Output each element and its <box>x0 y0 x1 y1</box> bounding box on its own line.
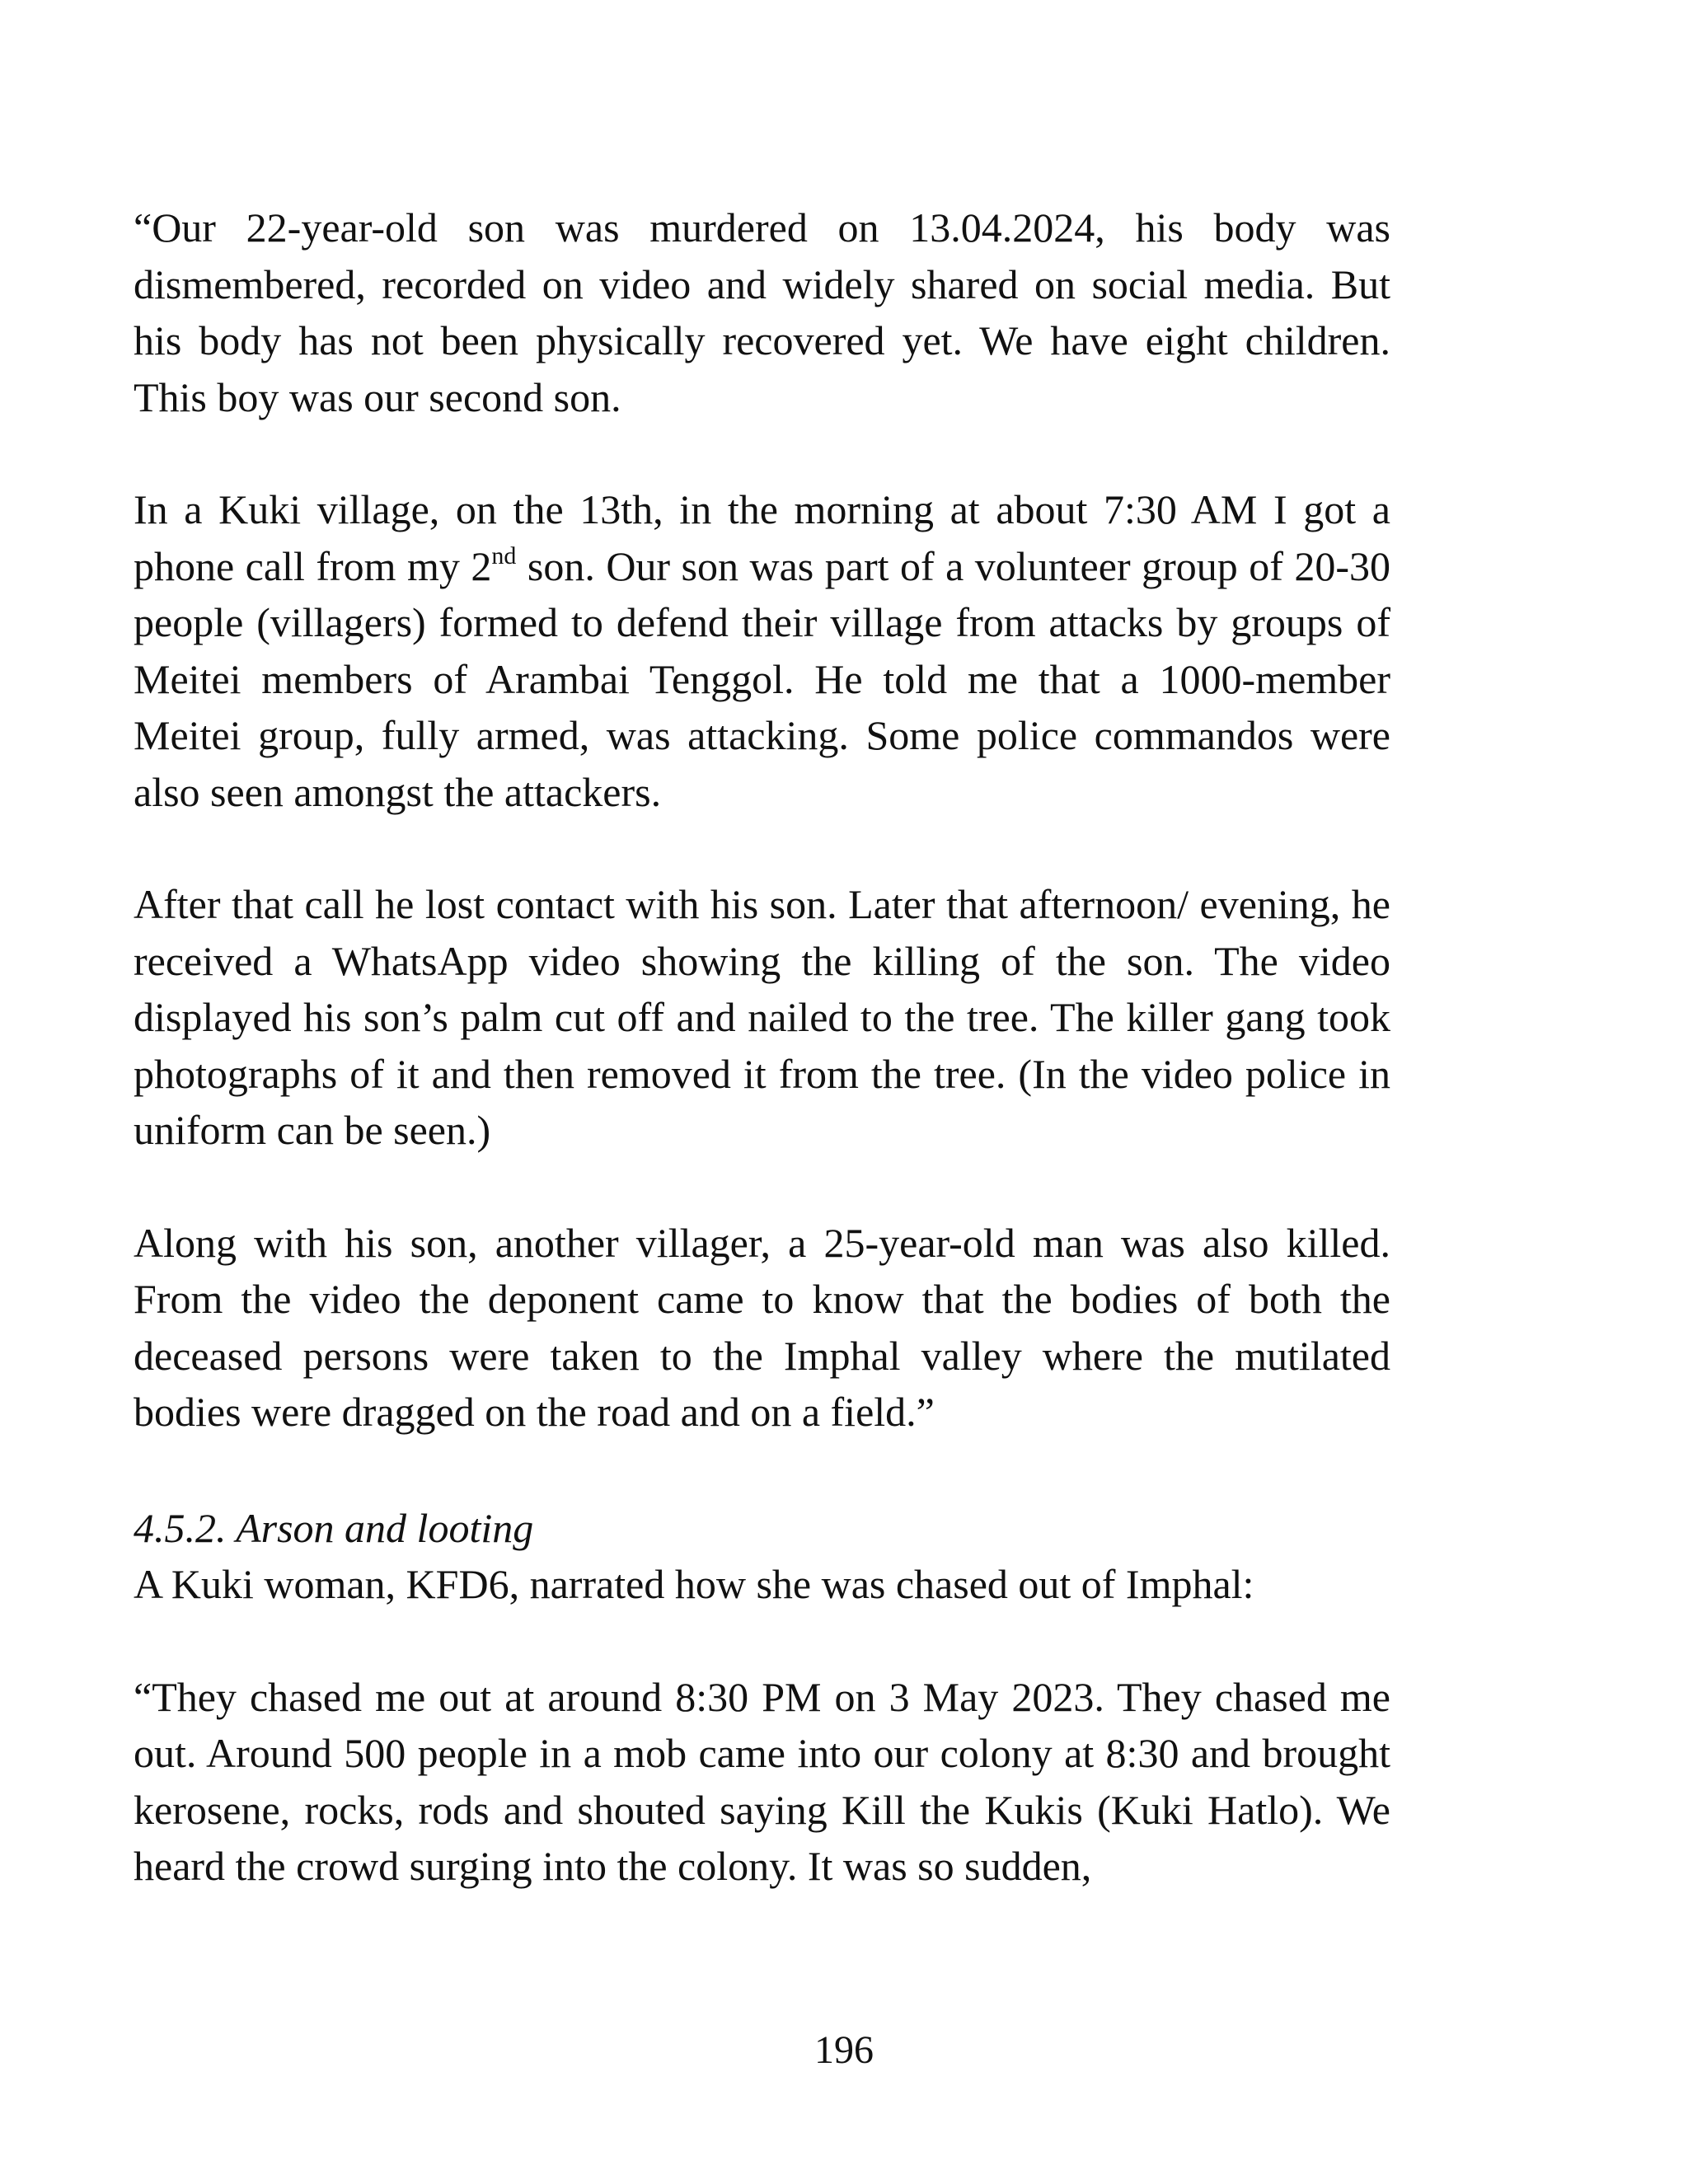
paragraph-testimony-chased-out: “They chased me out at around 8:30 PM on 3 May 2023. They chased me out. Around 500 people in a mob came into our colony at 8:30 and brought kerosene, rocks, rods and shouted saying Kill the Kukis (Kuki Hatlo). We heard the crowd surging into the colony. It was so sudden, <box>134 1673 1390 1889</box>
paragraph-spacer <box>134 820 1390 876</box>
page-body <box>134 199 1390 1895</box>
page-number: 196 <box>814 2028 874 2072</box>
paragraph-spacer <box>134 1159 1390 1215</box>
paragraph-phone-call-text-start: In a Kuki village, on the 13th, in the morning at about 7:30 AM I got a phone call from my 2 <box>134 486 1390 589</box>
paragraph-spacer <box>134 425 1390 481</box>
paragraph-whatsapp-video: After that call he lost contact with his son. Later that afternoon/ evening, he received a WhatsApp video showing the killing of the son. The video displayed his son’s palm cut off and nailed to the tree. The killer gang took photographs of it and then removed it from the tree. (In the video police in uniform can be seen.) <box>134 881 1390 1153</box>
section-heading: 4.5.2. Arson and looting <box>134 1504 534 1551</box>
paragraph-second-victim: Along with his son, another villager, a 25-year-old man was also killed. From the video the deponent came to know that the bodies of both the deceased persons were taken to the Imphal valley where the mutilated bodies were dragged on the road and on a field.” <box>134 1219 1390 1435</box>
paragraph-phone-call-text-end: son. Our son was part of a volunteer group of 20-30 people (villagers) formed to defend their village from attacks by groups of Meitei members of Arambai Tenggol. He told me that a 1000-member Meitei group, fully armed, was attacking. Some police commandos were also seen amongst the attackers. <box>134 542 1390 815</box>
paragraph-phone-call <box>134 481 1390 820</box>
paragraph-spacer <box>134 1613 1390 1669</box>
paragraph-testimony-son-murder: “Our 22-year-old son was murdered on 13.04.2024, his body was dismembered, recorded on video and widely shared on social media. But his body has not been physically recovered yet. We have eight children. This boy was our second son. <box>134 204 1390 420</box>
ordinal-suffix: nd <box>491 541 517 569</box>
paragraph-spacer <box>134 1441 1390 1497</box>
paragraph-intro-kfd6: A Kuki woman, KFD6, narrated how she was chased out of Imphal: <box>134 1561 1254 1607</box>
